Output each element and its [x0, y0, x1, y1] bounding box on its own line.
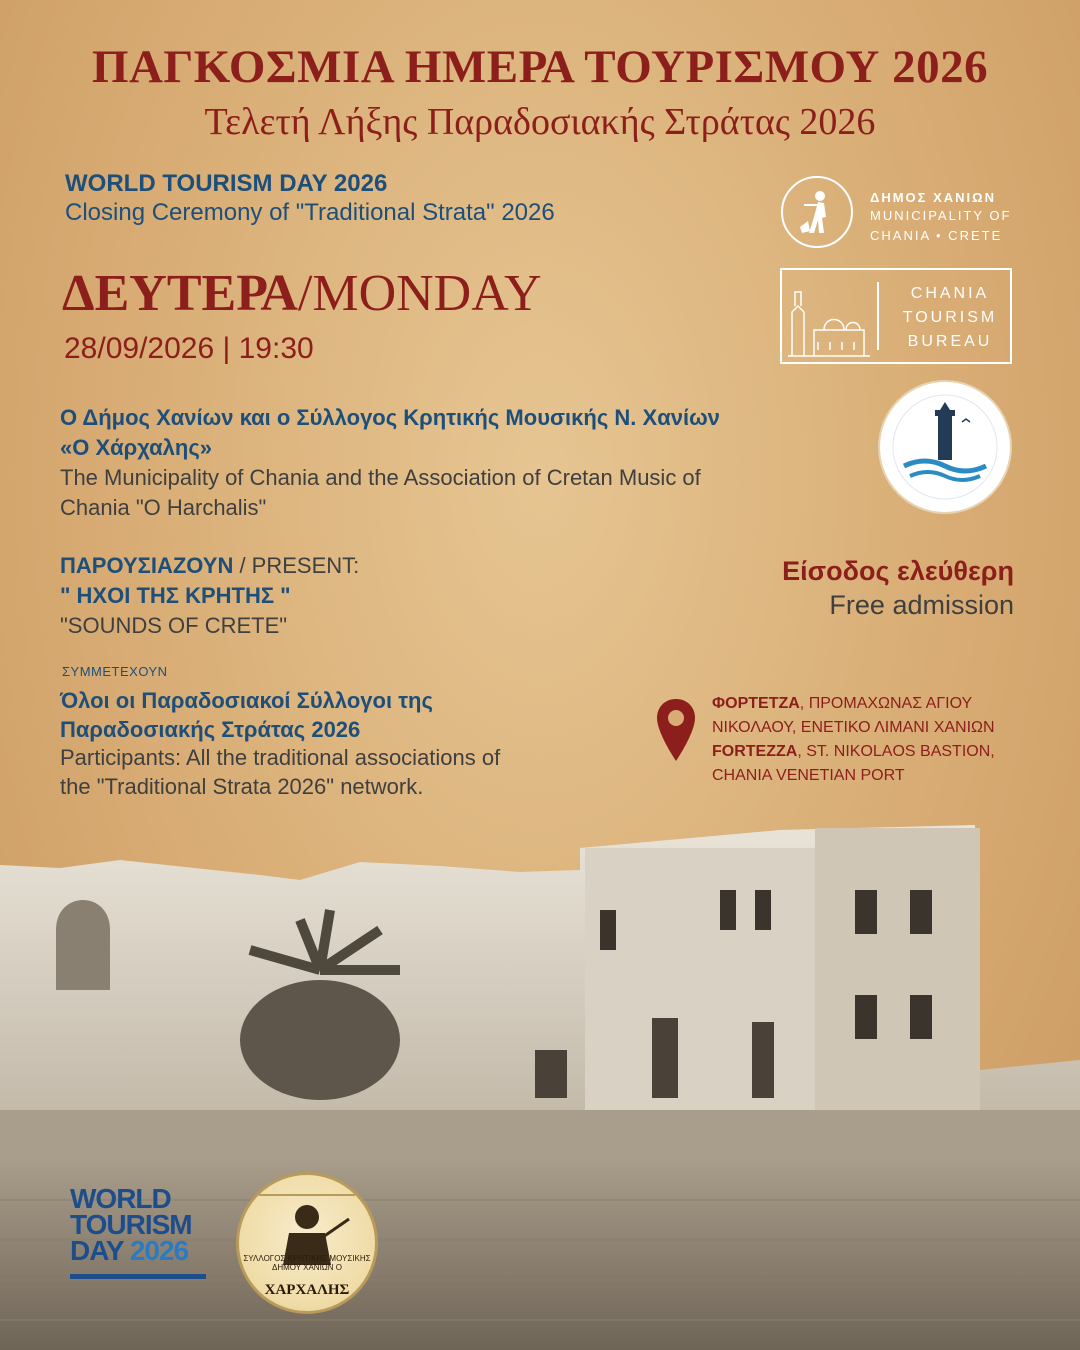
port-fund-logo — [880, 382, 1010, 512]
wtd-line-3 — [70, 1235, 210, 1266]
municipality-name-greek: ΔΗΜΟΣ ΧΑΝΙΩΝ — [870, 190, 996, 205]
wtd-line-1: WORLD — [70, 1183, 171, 1214]
day-english: MONDAY — [312, 265, 542, 322]
bureau-divider — [877, 282, 879, 350]
subtitle-english: Closing Ceremony of "Traditional Strata" 2026 — [65, 199, 555, 226]
wtd-line-2: TOURISM — [70, 1209, 192, 1240]
location-address — [712, 692, 995, 788]
municipality-name-english: MUNICIPALITY OF — [870, 208, 1012, 223]
harchalis-name: ΧΑΡΧΑΛΗΣ — [264, 1282, 350, 1298]
wtd-day: DAY — [70, 1235, 124, 1266]
wtd-underline — [70, 1274, 206, 1279]
present-label — [60, 553, 359, 579]
harchalis-subtitle: ΣΥΛΛΟΓΟΣ ΚΡΗΤΙΚΗΣ ΜΟΥΣΙΚΗΣ ΔΗΜΟΥ ΧΑΝΙΩΝ Ο — [243, 1254, 371, 1272]
location-english-name: FORTEZZA — [712, 743, 798, 760]
show-title-english: "SOUNDS OF CRETE" — [60, 613, 288, 638]
bureau-line-1: CHANIA — [910, 285, 990, 302]
fortezza-photo — [0, 820, 1080, 1350]
location-greek-rest-1: , ΠΡΟΜΑΧΩΝΑΣ ΑΓΙΟΥ — [799, 695, 973, 712]
present-label-greek: ΠΑΡΟΥΣΙΑΖΟΥΝ — [60, 553, 234, 578]
day-greek: ΔΕΥΤΕΡΑ — [62, 265, 298, 322]
location-english-line-1 — [712, 740, 995, 764]
location-greek-name: ΦΟΡΤΕΤΖΑ — [712, 695, 800, 712]
participants-greek: Όλοι οι Παραδοσιακοί Σύλλογοι της Παραδοσιακής Στράτας 2026 — [60, 688, 433, 742]
municipality-logo — [781, 176, 853, 248]
municipality-location: CHANIA • CRETE — [870, 228, 1003, 243]
bureau-name — [890, 282, 1010, 354]
lighthouse-mosque-icon — [784, 272, 874, 360]
location-greek-line-2: ΝΙΚΟΛΑΟΥ, ΕΝΕΤΙΚΟ ΛΙΜΑΝΙ ΧΑΝΙΩΝ — [712, 719, 995, 736]
show-title-greek: " ΗΧΟΙ ΤΗΣ ΚΡΗΤΗΣ " — [60, 583, 291, 608]
subtitle-greek: Τελετή Λήξης Παραδοσιακής Στράτας 2026 — [204, 101, 876, 143]
world-tourism-day-logo — [70, 1183, 210, 1266]
organizers-greek: Ο Δήμος Χανίων και ο Σύλλογος Κρητικής Μουσικής Ν. Χανίων «Ο Χάρχαλης» — [60, 405, 720, 460]
location-english-line-2: CHANIA VENETIAN PORT — [712, 767, 905, 784]
day-separator: / — [297, 265, 313, 322]
participants-english: Participants: All the traditional associations of the "Traditional Strata 2026" network. — [60, 745, 501, 799]
present-label-english: / PRESENT: — [233, 553, 360, 578]
location-english-rest-1: , ST. NIKOLAOS BASTION, — [797, 743, 995, 760]
statue-icon — [794, 187, 840, 237]
wtd-year: 2026 — [129, 1235, 189, 1266]
organizers-english: The Municipality of Chania and the Association of Cretan Music of Chania "O Harchalis" — [60, 465, 701, 520]
title-greek: ΠΑΓΚΟΣΜΙΑ ΗΜΕΡΑ ΤΟΥΡΙΣΜΟΥ 2026 — [91, 41, 989, 93]
event-day — [62, 264, 542, 323]
admission-english: Free admission — [829, 590, 1014, 620]
bureau-line-2: TOURISM — [902, 309, 998, 326]
location-greek-line-1 — [712, 692, 995, 716]
admission-greek: Είσοδος ελεύθερη — [782, 556, 1014, 586]
event-date-time: 28/09/2026 | 19:30 — [64, 332, 314, 365]
bureau-line-3: BUREAU — [907, 333, 993, 350]
lighthouse-icon — [880, 382, 1010, 512]
map-pin-icon — [655, 697, 697, 763]
participants-label: ΣΥΜΜΕΤΕΧΟΥΝ — [62, 664, 168, 679]
title-english: WORLD TOURISM DAY 2026 — [65, 170, 388, 197]
